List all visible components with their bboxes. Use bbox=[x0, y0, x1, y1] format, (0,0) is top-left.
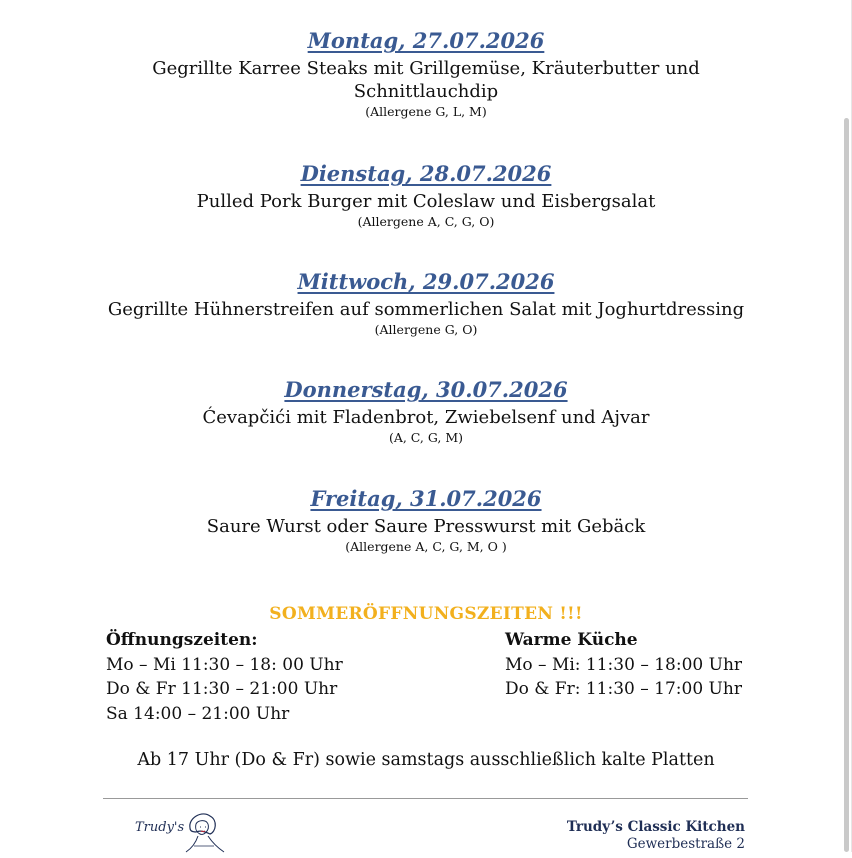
dish: Ćevapčići mit Fladenbrot, Zwiebelsenf und Ajvar bbox=[202, 407, 650, 428]
divider bbox=[103, 798, 748, 799]
day-title: Mittwoch, 29.07.2026 bbox=[297, 269, 555, 294]
opening-hours-heading: Öffnungszeiten: bbox=[106, 630, 258, 650]
day-thursday bbox=[0, 377, 852, 446]
logo-woman-icon bbox=[180, 810, 228, 858]
allergens: (Allergene A, C, G, M, O ) bbox=[345, 539, 507, 554]
logo-text: Trudy's bbox=[135, 820, 185, 835]
kitchen-line: Do & Fr: 11:30 – 17:00 Uhr bbox=[505, 679, 742, 699]
day-title: Dienstag, 28.07.2026 bbox=[300, 161, 552, 186]
day-tuesday bbox=[0, 161, 852, 230]
day-title: Montag, 27.07.2026 bbox=[307, 28, 545, 53]
day-title: Donnerstag, 30.07.2026 bbox=[284, 377, 568, 402]
opening-line: Sa 14:00 – 21:00 Uhr bbox=[106, 703, 290, 724]
opening-hours bbox=[106, 628, 343, 726]
day-wednesday bbox=[0, 269, 852, 338]
allergens: (Allergene G, L, M) bbox=[365, 104, 487, 119]
kitchen-line: Mo – Mi: 11:30 – 18:00 Uhr bbox=[505, 654, 743, 675]
dish: Gegrillte Hühnerstreifen auf sommerlichen Salat mit Joghurtdressing bbox=[107, 299, 745, 320]
opening-line: Do & Fr 11:30 – 21:00 Uhr bbox=[106, 679, 338, 699]
allergens: (Allergene G, O) bbox=[374, 322, 478, 337]
dish-line-2: Schnittlauchdip bbox=[353, 81, 499, 102]
footer-business-name: Trudy’s Classic Kitchen bbox=[566, 819, 745, 835]
kitchen-hours bbox=[505, 628, 742, 702]
dish-line-1: Gegrillte Karree Steaks mit Grillgemüse, Kräuterbutter und bbox=[152, 58, 700, 79]
kitchen-hours-heading: Warme Küche bbox=[505, 630, 638, 650]
footer-street: Gewerbestraße 2 bbox=[626, 836, 745, 852]
allergens: (Allergene A, C, G, O) bbox=[357, 214, 495, 229]
day-monday bbox=[0, 28, 852, 120]
opening-line: Mo – Mi 11:30 – 18: 00 Uhr bbox=[106, 654, 343, 675]
day-title: Freitag, 31.07.2026 bbox=[310, 486, 542, 511]
cold-platter-note: Ab 17 Uhr (Do & Fr) sowie samstags ausschließlich kalte Platten bbox=[137, 750, 715, 770]
dish: Pulled Pork Burger mit Coleslaw und Eisbergsalat bbox=[196, 191, 656, 212]
day-friday bbox=[0, 486, 852, 555]
dish: Saure Wurst oder Saure Presswurst mit Gebäck bbox=[206, 516, 646, 537]
allergens: (A, C, G, M) bbox=[388, 430, 464, 445]
summer-hours-title: SOMMERÖFFNUNGSZEITEN !!! bbox=[269, 604, 583, 624]
